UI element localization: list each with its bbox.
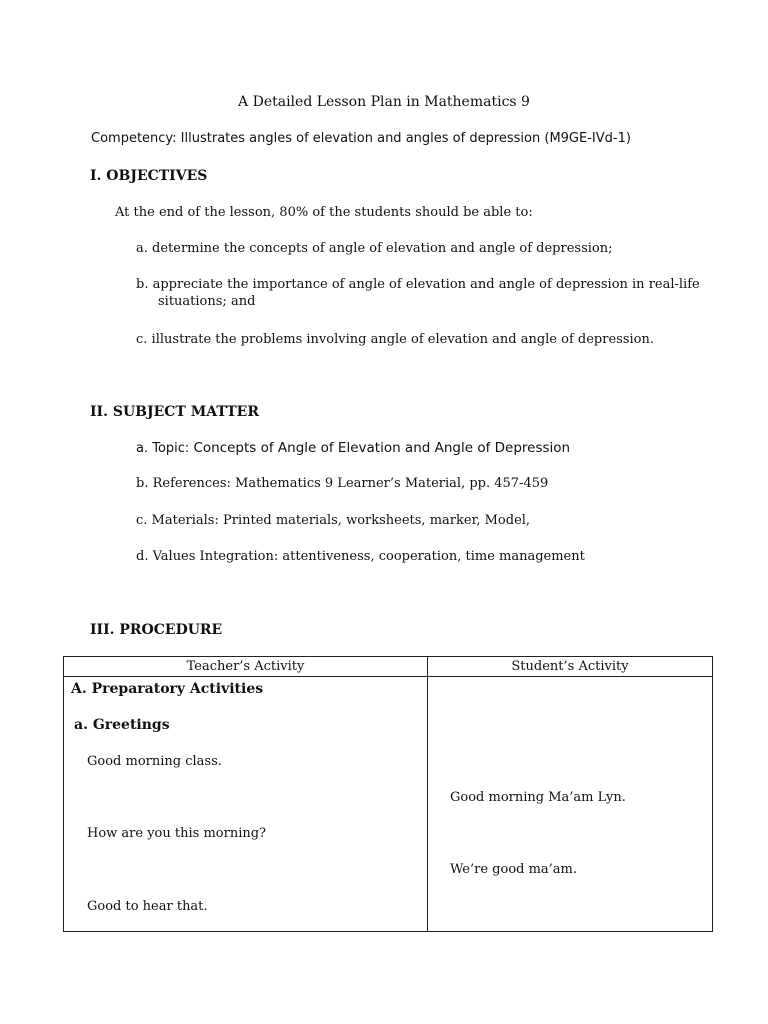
- student-activity-header: Student’s Activity: [428, 657, 713, 677]
- topic-label: a. Topic:: [136, 441, 194, 456]
- teacher-line-2: How are you this morning?: [87, 826, 267, 841]
- teacher-activity-cell: [64, 677, 428, 932]
- competency-line: Competency: Illustrates angles of elevation and angles of depression (M9GE-IVd-1): [91, 131, 631, 146]
- table-row: [64, 677, 713, 932]
- student-activity-cell: [428, 677, 713, 932]
- references-line: b. References: Mathematics 9 Learner’s Material, pp. 457-459: [136, 476, 549, 491]
- values-line: d. Values Integration: attentiveness, cooperation, time management: [136, 549, 585, 564]
- objective-b-continued: situations; and: [158, 294, 256, 309]
- section-preparatory-activities: A. Preparatory Activities: [71, 681, 264, 697]
- objectives-heading: I. OBJECTIVES: [90, 168, 208, 184]
- objectives-intro: At the end of the lesson, 80% of the students should be able to:: [115, 205, 533, 220]
- teacher-line-3: Good to hear that.: [87, 899, 208, 914]
- procedure-heading: III. PROCEDURE: [90, 622, 223, 638]
- document-title: A Detailed Lesson Plan in Mathematics 9: [238, 94, 530, 110]
- topic-line: [136, 440, 570, 456]
- objective-b-line1: b. appreciate the importance of angle of elevation and angle of depression in real-life: [136, 277, 700, 292]
- materials-line: c. Materials: Printed materials, worksheets, marker, Model,: [136, 513, 531, 528]
- objective-c: c. illustrate the problems involving angle of elevation and angle of depression.: [136, 332, 654, 347]
- teacher-line-1: Good morning class.: [87, 754, 222, 769]
- procedure-table: [63, 656, 713, 932]
- subject-matter-heading: II. SUBJECT MATTER: [90, 404, 259, 420]
- topic-value: Concepts of Angle of Elevation and Angle of Depression: [193, 440, 571, 456]
- objective-a: a. determine the concepts of angle of elevation and angle of depression;: [136, 241, 613, 256]
- objective-b: [136, 277, 700, 292]
- student-line-1: Good morning Ma’am Lyn.: [450, 790, 626, 805]
- student-line-2: We’re good ma’am.: [450, 862, 578, 877]
- subsection-greetings: a. Greetings: [74, 717, 170, 733]
- teacher-activity-header: Teacher’s Activity: [64, 657, 428, 677]
- table-header-row: [64, 657, 713, 677]
